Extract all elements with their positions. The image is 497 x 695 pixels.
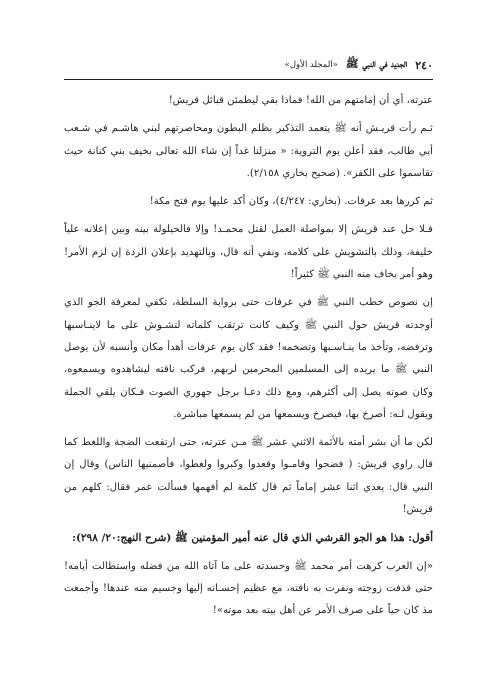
paragraph: عترته، أي أن إمامتهم من الله! فماذا بقي ليطمئن قبائل قريش! [168, 95, 433, 106]
header-divider [64, 79, 433, 80]
page-header [64, 56, 433, 74]
page-number: ٢٤٠ [415, 58, 433, 72]
paragraph-heading: أقول: هذا هو الجو القرشي الذي قال عنه أمير المؤمنين ﷺ (شرح النهج:٢٠/ ٢٩٨): [72, 532, 433, 545]
volume-label: «المجلد الأول» [284, 60, 338, 70]
paragraph: لكن ما أن بشر أمته بالأئمة الاثني عشر ﷺ مـن عترته، حتى ارتفعت الضجة واللغط كما قال راوي قريش: ( فضجوا وقامـوا وقعدوا وكبروا ولغطوا، فأصمنيها الناس) وقال إن النبي قال: يعدي اثنا عشر إماماً ثم قال كلمة لم أفهمها فسألت عمر فقال: كلهم من قريش! [64, 437, 433, 516]
quotation: «إن العرب كرهت أمر محمد ﷺ وحسدته على ما آتاه الله من فضله واستطالت أيامه! حتى قذفت زوجته ونفرت به ناقته، مع عظيم إحسـانه إليها وجسيم منه عندها! وأجمعت مذ كان حياً على صرف الأمر عن أهل بيته بعد موته»! [64, 560, 433, 617]
paragraph: ثـم رأت قريـش أنه ﷺ يتعمد التذكير بظلم البطون ومحاصرتهم لبني هاشـم في شـعب أبي طالب، فقد أعلن يوم التروية: « منزلنا غداً إن شاء الله تعالى بخيف بني كنانة حيث تقاسموا على الكفر». (صحيح بخاري ٢/١٥٨). [64, 123, 433, 179]
book-title: الجديد في النبي ﷺ [345, 57, 408, 70]
paragraph: فـلا حل عند قريش إلا بمواصلة العمل لقتل محمـد! وإلا فالحيلولة بينه وبين إعلانه علياً خليفة، وذلك بالتشويش على كلامه، ونفي أنه قال، وبالتهديد بإعلان الردة إن لزم الأمر! وهو أمر يخاف منه النبي ﷺ كثيراً! [64, 224, 433, 281]
paragraph: ثم كررها بعد عرفات. (بخاري: ٤/٢٤٧)، وكان أكد عليها يوم فتح مكة! [149, 196, 433, 208]
page-body [64, 90, 433, 623]
paragraph: إن نصوص خطب النبي ﷺ في عرفات حتى برواية السلطة، تكفي لمعرفة الجو الذي أوجدته قريش حول النبي ﷺ وكيف كانت ترتقب كلماته لتشـوش على ما لاينـاسبها وترفضه، وتأخذ ما ينـاسـبها وتضخمه! فقد كان يوم عرفات أهدأ مكان وأنسبه لأن يوصل النبي ﷺ ما يريده إلى المسلمين المحرمين لربهم، فركب ناقته ليشاهدوه ويسمعوه، وكان صوته يصل إلى أكثرهم، ومع ذلك دعـا برجل جهوري الصوت فـكان يلقي الجملة ويقول لـه: أصرخ بها، فيصرخ ويسمعها من لم يسمعها مباشرة. [64, 297, 433, 420]
